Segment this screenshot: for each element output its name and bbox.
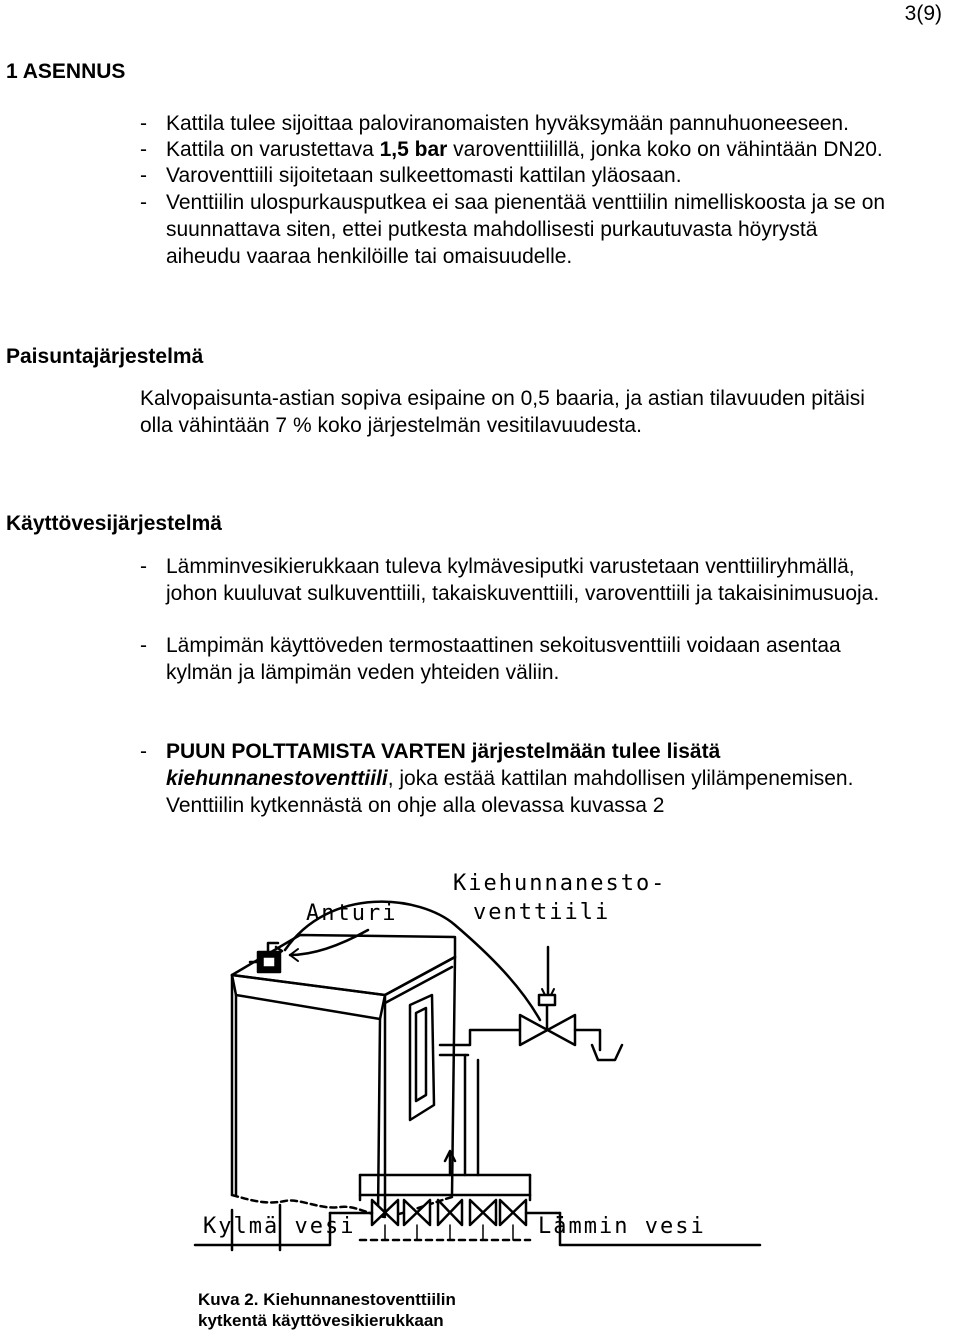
bullet-text: Venttiilin ulospurkausputkea ei saa pienentää venttiilin nimelliskoosta ja se on xyxy=(166,191,886,214)
label-cold-water: Kylmä vesi xyxy=(203,1214,356,1239)
bullet-text: johon kuuluvat sulkuventtiili, takaiskuventtiili, varoventtiili ja takaisinimusuoja. xyxy=(166,582,880,605)
figure-caption-line1: Kuva 2. Kiehunnanestoventtiilin xyxy=(198,1290,456,1309)
valve-group-drawing xyxy=(330,1151,560,1240)
wood-burning-notice: PUUN POLTTAMISTA VARTEN järjestelmään tulee lisätä xyxy=(166,740,721,763)
bullet-dash: - xyxy=(140,164,147,187)
bullet-text: Kattila tulee sijoittaa paloviranomaisten hyväksymään pannuhuoneeseen. xyxy=(166,112,849,135)
figure-caption-line2: kytkentä käyttövesikierukkaan xyxy=(198,1311,444,1330)
wood-burning-instruction: Venttiilin kytkennästä on ohje alla olevassa kuvassa 2 xyxy=(166,794,665,817)
label-valve-line2: venttiili xyxy=(473,900,611,925)
label-sensor: Anturi xyxy=(306,901,398,926)
bullet-text: suunnattava siten, ettei putkesta mahdollisesti purkautuvasta höyrystä xyxy=(166,218,818,241)
paragraph-line: olla vähintään 7 % koko järjestelmän vesitilavuudesta. xyxy=(140,414,642,437)
bullet-text: Lämpimän käyttöveden termostaattinen sekoitusventtiili voidaan asentaa xyxy=(166,634,841,657)
bullet-dash: - xyxy=(140,634,147,657)
bullet-text-valve-size: Kattila on varustettava 1,5 bar varoventtiilillä, jonka koko on vähintään DN20. xyxy=(166,138,883,161)
section-heading-paisunta: Paisuntajärjestelmä xyxy=(6,345,204,368)
bullet-dash: - xyxy=(140,555,147,578)
page-number: 3(9) xyxy=(904,2,942,25)
label-hot-water: Lämmin vesi xyxy=(538,1214,706,1239)
bullet-dash: - xyxy=(140,740,147,763)
diagram-drawing xyxy=(0,855,960,1275)
anti-boil-valve-drawing xyxy=(520,995,622,1060)
label-valve-line1: Kiehunnanesto- xyxy=(453,871,667,896)
paragraph-line: Kalvopaisunta-astian sopiva esipaine on 0,5 baaria, ja astian tilavuuden pitäisi xyxy=(140,387,865,410)
section-heading-asennus: 1 ASENNUS xyxy=(6,60,126,83)
bullet-text: Varoventtiili sijoitetaan sulkeettomasti kattilan yläosaan. xyxy=(166,164,682,187)
bullet-text: Lämminvesikierukkaan tuleva kylmävesiputki varustetaan venttiiliryhmällä, xyxy=(166,555,855,578)
bullet-dash: - xyxy=(140,191,147,214)
bullet-dash: - xyxy=(140,112,147,135)
bullet-text: aiheudu vaaraa henkilöille tai omaisuudelle. xyxy=(166,245,573,268)
wood-burning-valve-line: kiehunnanestoventtiili, joka estää kattilan mahdollisen ylilämpenemisen. xyxy=(166,767,854,790)
bullet-text: kylmän ja lämpimän veden yhteiden väliin. xyxy=(166,661,560,684)
bullet-dash: - xyxy=(140,138,147,161)
section-heading-kayttovesi: Käyttövesijärjestelmä xyxy=(6,512,222,535)
figure-valve-connection xyxy=(0,855,960,1275)
